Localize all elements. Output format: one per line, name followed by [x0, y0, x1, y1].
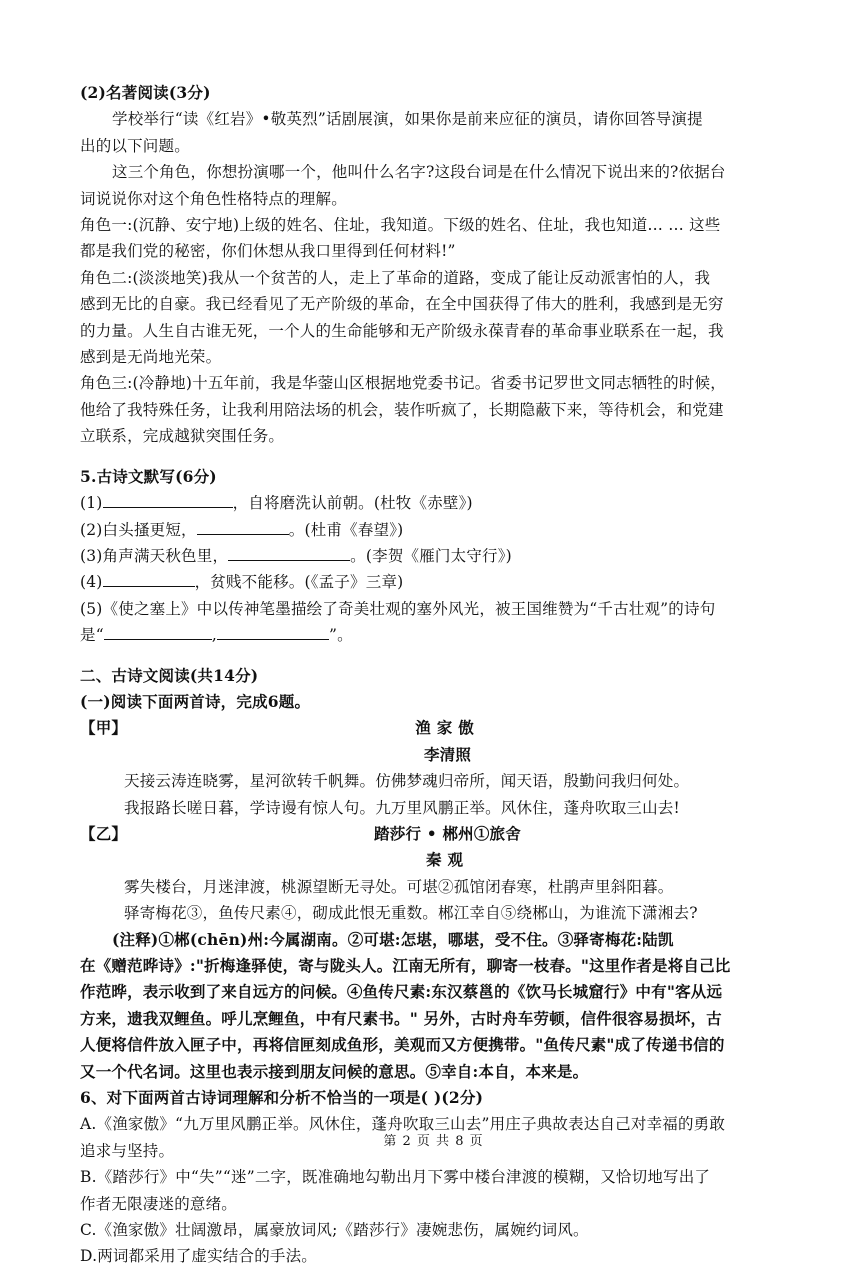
q5-item-4	[80, 569, 815, 595]
role-one-line: 角色一:(沉静、安宁地)上级的姓名、住址，我知道。下级的姓名、住址，我也知道… … 这些	[80, 216, 721, 235]
label-jia: 【甲】	[80, 718, 128, 738]
item-text: (3)角声满天秋色里，	[80, 546, 229, 565]
note-line: 作范晔，表示收到了来自远方的问候。④鱼传尺素:东汉蔡邕的《饮马长城窟行》中有"客从远	[80, 982, 723, 1002]
q6-option-b-cont: 作者无限凄迷的意绪。	[80, 1194, 238, 1213]
answer-blank[interactable]	[228, 544, 350, 561]
note-line: 在《赠范晔诗》:"折梅逢驿使，寄与陇头人。江南无所有，聊寄一枝春。"这里作者是将自己比	[80, 955, 731, 975]
note-line: 又一个代名词。这里也表示接到朋友问候的意思。⑤幸自:本自，本来是。	[80, 1061, 589, 1081]
role-two-line: 感到无比的自豪。我已经看见了无产阶级的革命，在全中国获得了伟大的胜利，我感到是无穷	[80, 295, 724, 314]
poem1-title-row	[80, 715, 815, 741]
spacer	[80, 649, 815, 663]
label-yi: 【乙】	[80, 823, 128, 843]
role-three-line: 他给了我特殊任务，让我利用陪法场的机会，装作听疯了，长期隐蔽下来，等待机会，和党建	[80, 400, 724, 419]
q5-item-2	[80, 517, 815, 543]
item-text: (2)白头搔更短，	[80, 520, 197, 539]
poem1-line: 我报路长嗟日暮，学诗谩有惊人句。九万里风鹏正举。风休住，蓬舟吹取三山去!	[124, 798, 680, 817]
answer-blank[interactable]	[197, 518, 289, 535]
role-one-line: 都是我们党的秘密，你们休想从我口里得到任何材料!”	[80, 242, 456, 261]
item-text: ”。	[328, 626, 353, 645]
poem1-title: 渔家傲	[415, 718, 480, 738]
q6-option-a-cont: 追求与坚持。	[80, 1141, 175, 1160]
poem2-line: 驿寄梅花③，鱼传尺素④，砌成此恨无重数。郴江幸自⑤绕郴山，为谁流下潇湘去?	[124, 904, 698, 923]
poem2-line: 雾失楼台，月迷津渡，桃源望断无寻处。可堪②孤馆闭春寒，杜鹃声里斜阳暮。	[124, 877, 674, 896]
part2-subheading: (一)阅读下面两首诗，完成6题。	[80, 691, 311, 711]
role-two-line: 感到是无尚地光荣。	[80, 348, 222, 367]
note-line: 人便将信件放入匣子中，再将信匣刻成鱼形，美观而又方便携带。"鱼传尺素"成了传递书信的	[80, 1035, 725, 1055]
q5-item-5: (5)《使之塞上》中以传神笔墨描绘了奇美壮观的塞外风光，被王国维赞为“千古壮观”的诗句	[80, 599, 716, 618]
q6-option-c: C.《渔家傲》壮阔激昂，属豪放词风;《踏莎行》凄婉悲伤，属婉约词风。	[80, 1221, 589, 1240]
item-text: ，自将磨洗认前朝。(杜牧《赤壁》)	[232, 494, 473, 513]
intro-line: 出的以下问题。	[80, 136, 190, 155]
answer-blank[interactable]	[103, 570, 195, 587]
poem1-author: 李清照	[423, 744, 472, 764]
q6-option-b: B.《踏莎行》中“失”“迷”二字，既准确地勾勒出月下雾中楼台津渡的模糊，又恰切地写出了	[80, 1168, 711, 1187]
q5-item-1	[80, 490, 815, 516]
section-heading: (2)名著阅读(3分)	[80, 83, 211, 102]
q5-item-5-answer	[80, 622, 815, 648]
intro-line: 学校举行“读《红岩》•敬英烈”话剧展演，如果你是前来应征的演员，请你回答导演提	[112, 110, 703, 129]
part2-heading: 二、古诗文阅读(共14分)	[80, 665, 259, 685]
role-three-line: 立联系，完成越狱突围任务。	[80, 427, 285, 446]
answer-blank[interactable]	[103, 491, 233, 508]
item-text: 。(杜甫《春望》)	[288, 520, 404, 539]
role-two-line: 角色二:(淡淡地笑)我从一个贫苦的人，走上了革命的道路，变成了能让反动派害怕的人，我	[80, 268, 711, 287]
item-number: (4)	[80, 573, 103, 592]
poem2-author: 秦观	[425, 850, 469, 870]
q5-item-3	[80, 543, 815, 569]
item-number: (1)	[80, 494, 103, 513]
q6-stem: 6、对下面两首古诗词理解和分析不恰当的一项是( )(2分)	[80, 1088, 484, 1107]
q6-option-a: A.《渔家傲》“九万里风鹏正举。风休住，蓬舟吹取三山去”用庄子典故表达自己对幸福的勇敢	[80, 1115, 726, 1134]
spacer	[80, 450, 815, 464]
answer-blank[interactable]	[217, 623, 329, 640]
item-text: 。(李贺《雁门太守行》)	[350, 546, 512, 565]
item-text: 是“	[80, 626, 104, 645]
note-line: (注释)①郴(chēn)州:今属湖南。②可堪:怎堪，哪堪，受不住。③驿寄梅花:陆凯	[112, 929, 674, 949]
q6-option-d: D.两词都采用了虚实结合的手法。	[80, 1247, 318, 1266]
q5-heading: 5.古诗文默写(6分)	[80, 466, 217, 486]
role-two-line: 的力量。人生自古谁无死，一个人的生命能够和无产阶级永葆青春的革命事业联系在一起，我	[80, 321, 724, 340]
question-line: 这三个角色，你想扮演哪一个，他叫什么名字?这段台词是在什么情况下说出来的?依据台	[112, 163, 726, 182]
question-line: 词说说你对这个角色性格特点的理解。	[80, 189, 347, 208]
answer-blank[interactable]	[104, 623, 212, 640]
item-text: ,	[211, 626, 217, 645]
role-three-line: 角色三:(冷静地)十五年前，我是华蓥山区根据地党委书记。省委书记罗世文同志牺牲的时候，	[80, 374, 726, 393]
poem1-line: 天接云涛连晓雾，星河欲转千帆舞。仿佛梦魂归帝所，闻天语，殷勤问我归何处。	[124, 772, 690, 791]
page-footer: 第 2 页 共 8 页	[383, 1134, 484, 1149]
poem2-title-row	[80, 821, 815, 847]
poem2-title: 踏莎行 • 郴州①旅舍	[374, 823, 521, 843]
item-text: ，贫贱不能移。(《孟子》三章)	[194, 573, 404, 592]
note-line: 方来，遗我双鲤鱼。呼儿烹鲤鱼，中有尺素书。" 另外，古时舟车劳顿，信件很容易损坏，古	[80, 1008, 722, 1028]
